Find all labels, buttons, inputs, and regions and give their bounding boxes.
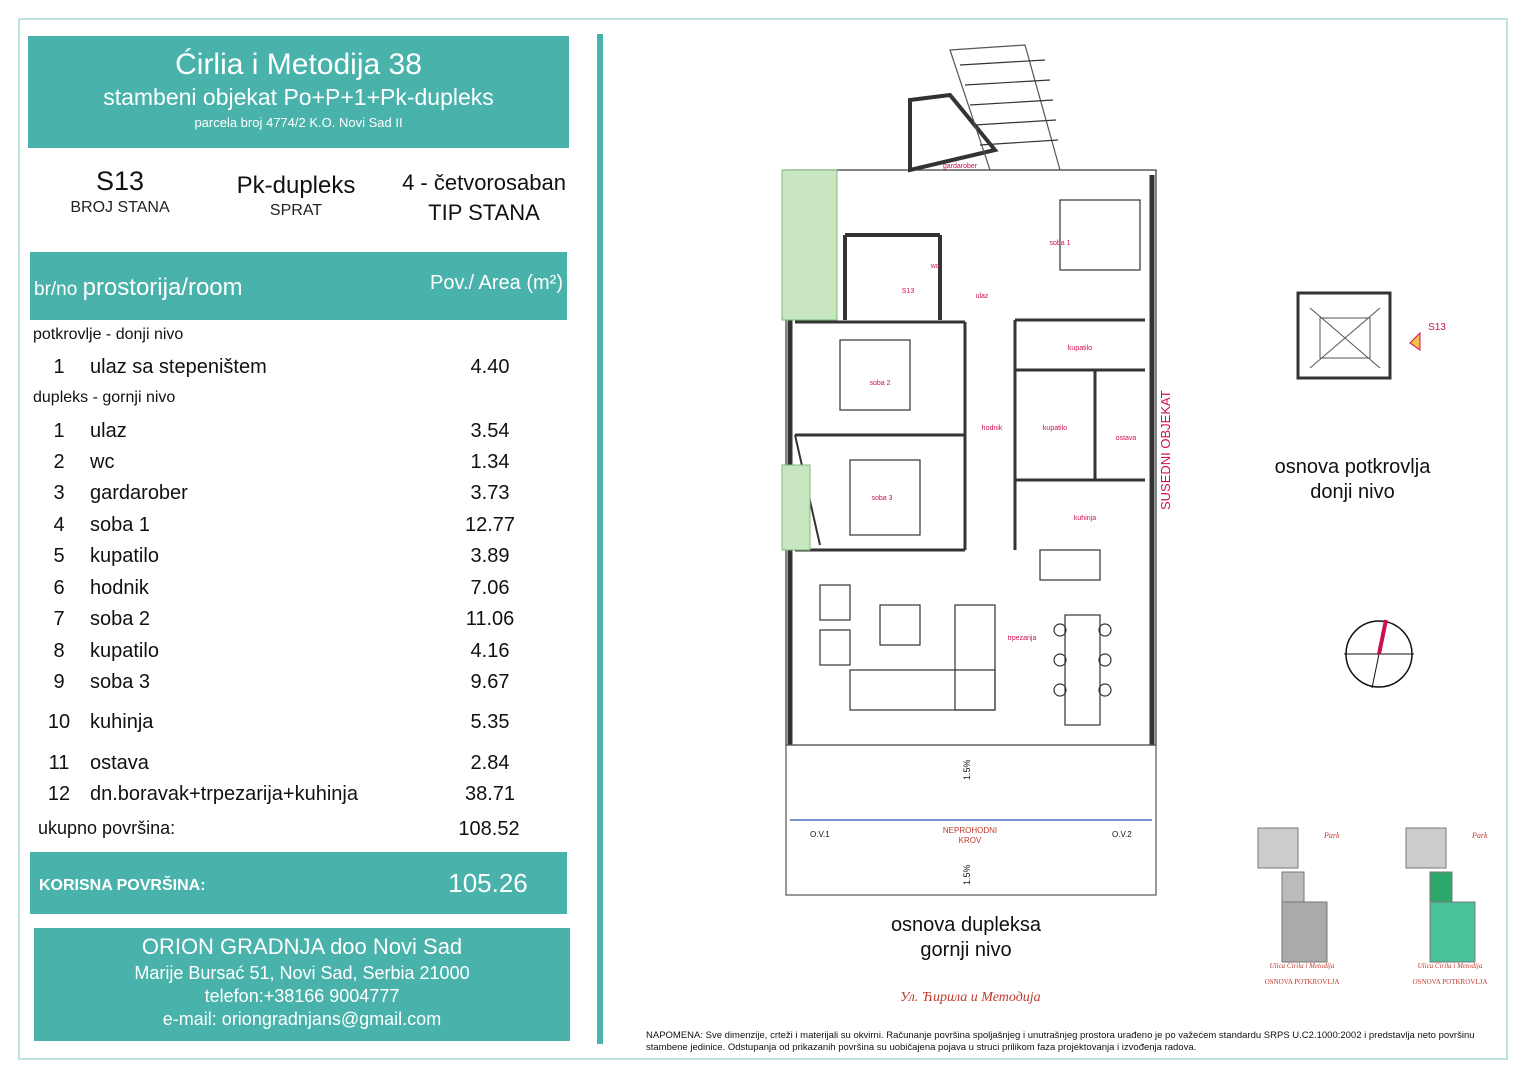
total-label: ukupno površina: bbox=[38, 818, 176, 838]
company-address: Marije Bursać 51, Novi Sad, Serbia 21000 bbox=[134, 963, 470, 983]
section-upper: dupleks - gornji nivo bbox=[33, 389, 176, 406]
room-no: 5 bbox=[53, 545, 65, 567]
apartment-label: BROJ STANA bbox=[70, 199, 170, 216]
svg-text:OSNOVA POTKROVLJA: OSNOVA POTKROVLJA bbox=[1412, 978, 1488, 986]
room-no: 10 bbox=[47, 711, 71, 733]
svg-text:gardarober: gardarober bbox=[942, 163, 978, 170]
room-area: 7.06 bbox=[470, 577, 510, 599]
room-name: gardarober bbox=[90, 482, 188, 504]
svg-text:soba 2: soba 2 bbox=[869, 380, 891, 387]
info-floor bbox=[216, 172, 376, 220]
svg-text:soba 1: soba 1 bbox=[1049, 240, 1071, 247]
table-row bbox=[30, 671, 560, 699]
room-no: 6 bbox=[53, 577, 65, 599]
svg-text:kuhinja: kuhinja bbox=[1073, 515, 1097, 522]
table-header-room bbox=[34, 274, 243, 302]
roof-label-2: KROV bbox=[958, 836, 982, 845]
room-area: 2.84 bbox=[470, 752, 510, 774]
room-name: ostava bbox=[90, 752, 149, 774]
table-row bbox=[30, 640, 560, 668]
ov1-label: O.V.1 bbox=[810, 830, 830, 839]
svg-text:wc: wc bbox=[930, 263, 940, 270]
svg-text:1.5%: 1.5% bbox=[962, 864, 972, 885]
planter bbox=[782, 170, 837, 320]
header-banner bbox=[28, 36, 569, 148]
room-name: soba 1 bbox=[90, 514, 151, 536]
compass-icon bbox=[1340, 618, 1418, 690]
footnote: NAPOMENA: Sve dimenzije, crteži i materijali su okvirni. Računanje površina spoljašnjeg i unutrašnjeg prostora urađeno je po važećem standardu SRPS U.C2.1000:2002 i predstavlja neto površinu stambene jedinice. Odstupanja od prikazanih površina su uobičajena pojava u struci prilikom faza projektovanja i izvođenja radova. bbox=[646, 1030, 1475, 1053]
type-value: 4 - četvorosaban bbox=[402, 170, 566, 195]
room-area: 9.67 bbox=[470, 671, 510, 693]
usable-value: 105.26 bbox=[448, 868, 528, 898]
room-name: dn.boravak+trpezarija+kuhinja bbox=[90, 783, 358, 805]
header-subtitle: stambeni objekat Po+P+1+Pk-dupleks bbox=[103, 84, 494, 110]
table-row bbox=[30, 711, 560, 739]
svg-text:kupatilo: kupatilo bbox=[1042, 425, 1068, 432]
info-apartment bbox=[50, 166, 190, 217]
room-name: ulaz bbox=[90, 420, 127, 442]
room-name: kuhinja bbox=[90, 711, 154, 733]
floor-plan-upper bbox=[760, 40, 1190, 910]
room-name: soba 3 bbox=[90, 671, 151, 693]
svg-text:soba 3: soba 3 bbox=[871, 495, 893, 502]
company-email: e-mail: oriongradnjans@gmail.com bbox=[162, 1009, 442, 1029]
usable-area-banner bbox=[30, 852, 567, 914]
svg-text:trpezarija: trpezarija bbox=[1007, 635, 1037, 642]
svg-text:Park: Park bbox=[1324, 831, 1340, 840]
svg-text:Ulica Ćirila i Metodija: Ulica Ćirila i Metodija bbox=[1417, 962, 1483, 970]
table-row bbox=[30, 545, 560, 573]
plan-main-label: osnova dupleksa gornji nivo bbox=[890, 914, 1042, 961]
room-name: wc bbox=[90, 451, 115, 473]
table-row bbox=[30, 752, 560, 780]
room-area: 4.16 bbox=[470, 640, 510, 662]
company-box bbox=[34, 928, 570, 1041]
plan-side-label: osnova potkrovlja donji nivo bbox=[1274, 456, 1431, 503]
floor-plan-lower bbox=[1290, 288, 1460, 418]
room-no: 9 bbox=[53, 671, 65, 693]
room-name: soba 2 bbox=[90, 608, 151, 630]
header-title: Ćirlia i Metodija 38 bbox=[175, 48, 422, 81]
col-area: Pov./ Area (m²) bbox=[430, 272, 563, 294]
table-row bbox=[30, 577, 560, 605]
column-divider bbox=[597, 34, 603, 1044]
room-no: 1 bbox=[53, 420, 65, 442]
street-label: Ул. Ћирила и Методија bbox=[900, 990, 1041, 1005]
ov2-label: O.V.2 bbox=[1112, 830, 1132, 839]
table-row bbox=[30, 783, 560, 811]
table-row bbox=[30, 608, 560, 636]
usable-label: KORISNA POVRŠINA: bbox=[39, 877, 206, 894]
table-row: 1 ulaz sa stepeništem 4.40 bbox=[53, 356, 510, 378]
room-area: 11.06 bbox=[465, 608, 515, 630]
roof-label-1: NEPROHODNI bbox=[942, 826, 998, 835]
room-area: 38.71 bbox=[464, 783, 516, 805]
location-thumbnail-2 bbox=[1400, 822, 1510, 992]
table-row bbox=[30, 420, 560, 448]
svg-text:hodnik: hodnik bbox=[981, 425, 1003, 432]
table-header bbox=[30, 252, 567, 320]
svg-text:OSNOVA POTKROVLJA: OSNOVA POTKROVLJA bbox=[1264, 978, 1340, 986]
svg-text:Park: Park bbox=[1472, 831, 1488, 840]
room-name: kupatilo bbox=[90, 545, 159, 567]
room-no: 3 bbox=[53, 482, 65, 504]
room-area: 3.54 bbox=[470, 420, 510, 442]
room-name: kupatilo bbox=[90, 640, 159, 662]
room-no: 12 bbox=[47, 783, 71, 805]
svg-text:ulaz: ulaz bbox=[975, 293, 989, 300]
room-area: 1.34 bbox=[470, 451, 510, 473]
svg-text:S13: S13 bbox=[1428, 322, 1446, 333]
apartment-number: S13 bbox=[95, 166, 145, 196]
company-name: ORION GRADNJA doo Novi Sad bbox=[141, 934, 463, 959]
room-no: 8 bbox=[53, 640, 65, 662]
table-row bbox=[30, 451, 560, 479]
neighbor-label: SUSEDNI OBJEKAT bbox=[1158, 390, 1173, 510]
location-thumbnail-1 bbox=[1252, 822, 1362, 992]
room-no: 11 bbox=[48, 752, 70, 774]
col-no: br/no bbox=[34, 279, 78, 300]
svg-text:S13: S13 bbox=[901, 288, 915, 295]
svg-text:1.5%: 1.5% bbox=[962, 759, 972, 780]
section-lower: potkrovlje - donji nivo bbox=[33, 326, 184, 343]
room-area: 12.77 bbox=[464, 514, 516, 536]
col-room: prostorija/room bbox=[82, 274, 243, 301]
company-phone: telefon:+38166 9004777 bbox=[204, 986, 400, 1006]
svg-text:Ulica Ćirila i Metodija: Ulica Ćirila i Metodija bbox=[1269, 962, 1335, 970]
svg-text:kupatilo: kupatilo bbox=[1067, 345, 1093, 352]
info-type bbox=[390, 170, 578, 226]
room-name: hodnik bbox=[90, 577, 149, 599]
floor-label: SPRAT bbox=[269, 202, 323, 219]
room-area: 3.89 bbox=[470, 545, 510, 567]
total-value: 108.52 bbox=[458, 818, 520, 840]
table-row bbox=[30, 514, 560, 542]
table-row bbox=[30, 482, 560, 510]
room-no: 4 bbox=[53, 514, 65, 536]
svg-text:ostava: ostava bbox=[1115, 435, 1137, 442]
room-area: 5.35 bbox=[470, 711, 510, 733]
room-no: 7 bbox=[53, 608, 65, 630]
room-no: 2 bbox=[53, 451, 65, 473]
floor-value: Pk-dupleks bbox=[236, 172, 356, 199]
type-label: TIP STANA bbox=[428, 200, 540, 225]
planter bbox=[782, 465, 810, 550]
header-parcel: parcela broj 4774/2 K.O. Novi Sad II bbox=[194, 115, 403, 130]
room-area: 3.73 bbox=[470, 482, 510, 504]
